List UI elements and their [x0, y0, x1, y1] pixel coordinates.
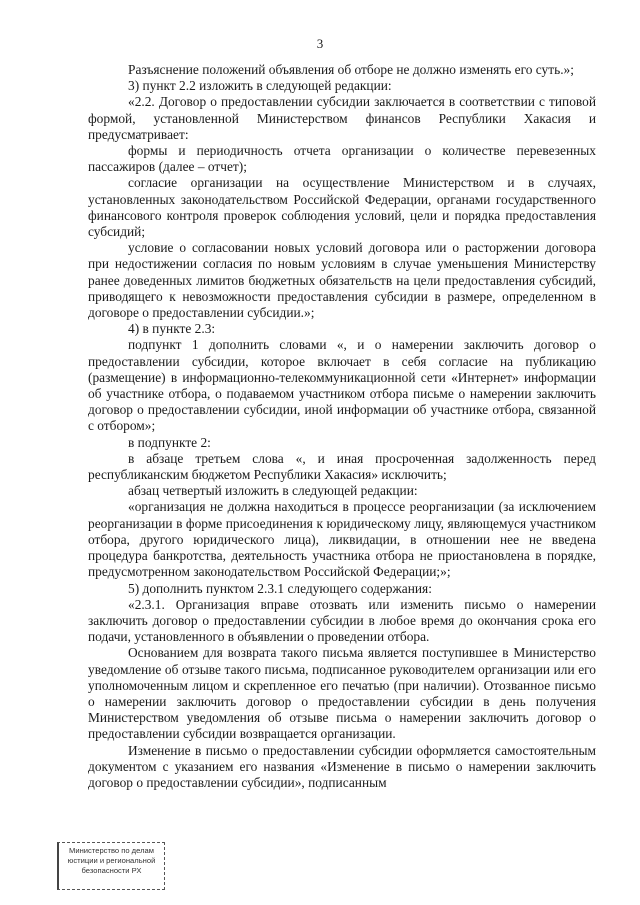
- stamp-line: Министерство по делам: [69, 846, 154, 855]
- paragraph: Изменение в письмо о предоставлении субсидии оформляется самостоятельным документом с указанием его названия «Изменение в письмо о намерении заключить договор о предоставлении субсидии», подписанным: [88, 742, 596, 790]
- paragraph: 3) пункт 2.2 изложить в следующей редакции:: [128, 78, 392, 94]
- page-number: 3: [316, 36, 324, 51]
- stamp-line: юстиции и региональной: [67, 856, 156, 865]
- paragraph: «2.2. Договор о предоставлении субсидии заключается в соответствии с типовой формой, установленной Министерством финансов Республики Хакасия и предусматривает:: [88, 94, 596, 142]
- paragraph: Разъяснение положений объявления об отборе не должно изменять его суть.»;: [128, 62, 574, 77]
- paragraph: 4) в пункте 2.3:: [128, 321, 216, 337]
- document-body: [88, 62, 596, 791]
- paragraph: формы и периодичность отчета организации о количестве перевезенных пассажиров (далее – отчет);: [88, 143, 596, 175]
- paragraph: «организация не должна находиться в процессе реорганизации (за исключением реорганизации в форме присоединения к юридическому лицу, являющемуся участником отбора, другого юридического лица), ликвидации, в отношении нее не введена процедура банкротства, деятельность участника отбора не приостановлена в порядке, предусмотренном законодательством Российской Федерации;»;: [88, 499, 596, 580]
- paragraph: «2.3.1. Организация вправе отозвать или изменить письмо о намерении заключить договор о предоставлении субсидии в любое время до окончания срока его подачи, установленного в объявлении о проведении отбора.: [88, 596, 596, 645]
- paragraph: Основанием для возврата такого письма является поступившее в Министерство уведомление об отзыве такого письма, подписанное руководителем организации или его уполномоченным лицом и скрепленное его печатью (при наличии). Отозванное письмо о намерении заключить договор о предоставлении субсидии в день получения Министерством уведомления об отзыве письма о намерении заключить договор о предоставлении субсидии возвращается организации.: [88, 645, 596, 742]
- paragraph: подпункт 1 дополнить словами «, и о намерении заключить договор о предоставлении субсидии, которое включает в себя согласие на публикацию (размещение) в информационно-телекоммуникационной сети «Интернет» информации об участнике отбора, о подаваемом участником отбора письме о намерении заключить договор о предоставлении субсидии, иной информации об участнике отбора, связанной с отбором»;: [88, 337, 596, 434]
- stamp-line: безопасности РХ: [81, 866, 142, 875]
- ministry-stamp: [57, 842, 165, 890]
- paragraph: в подпункте 2:: [128, 434, 211, 450]
- paragraph: согласие организации на осуществление Министерством и в случаях, установленных законодательством Российской Федерации, органами государственного финансового контроля проверок соблюдения условий, цели и порядка предоставления субсидий;: [88, 175, 596, 240]
- paragraph: 5) дополнить пунктом 2.3.1 следующего содержания:: [128, 580, 432, 596]
- paragraph: в абзаце третьем слова «, и иная просроченная задолженность перед республиканским бюджетом Республики Хакасия» исключить;: [88, 450, 596, 483]
- paragraph: абзац четвертый изложить в следующей редакции:: [128, 483, 418, 499]
- paragraph: условие о согласовании новых условий договора или о расторжении договора при недостижении согласия по новым условиям в случае уменьшения Министерству ранее доведенных лимитов бюджетных обязательств на цели предоставления субсидий, приводящего к невозможности предоставления субсидии в размере, определенном в договоре о предоставлении субсидии.»;: [88, 240, 596, 321]
